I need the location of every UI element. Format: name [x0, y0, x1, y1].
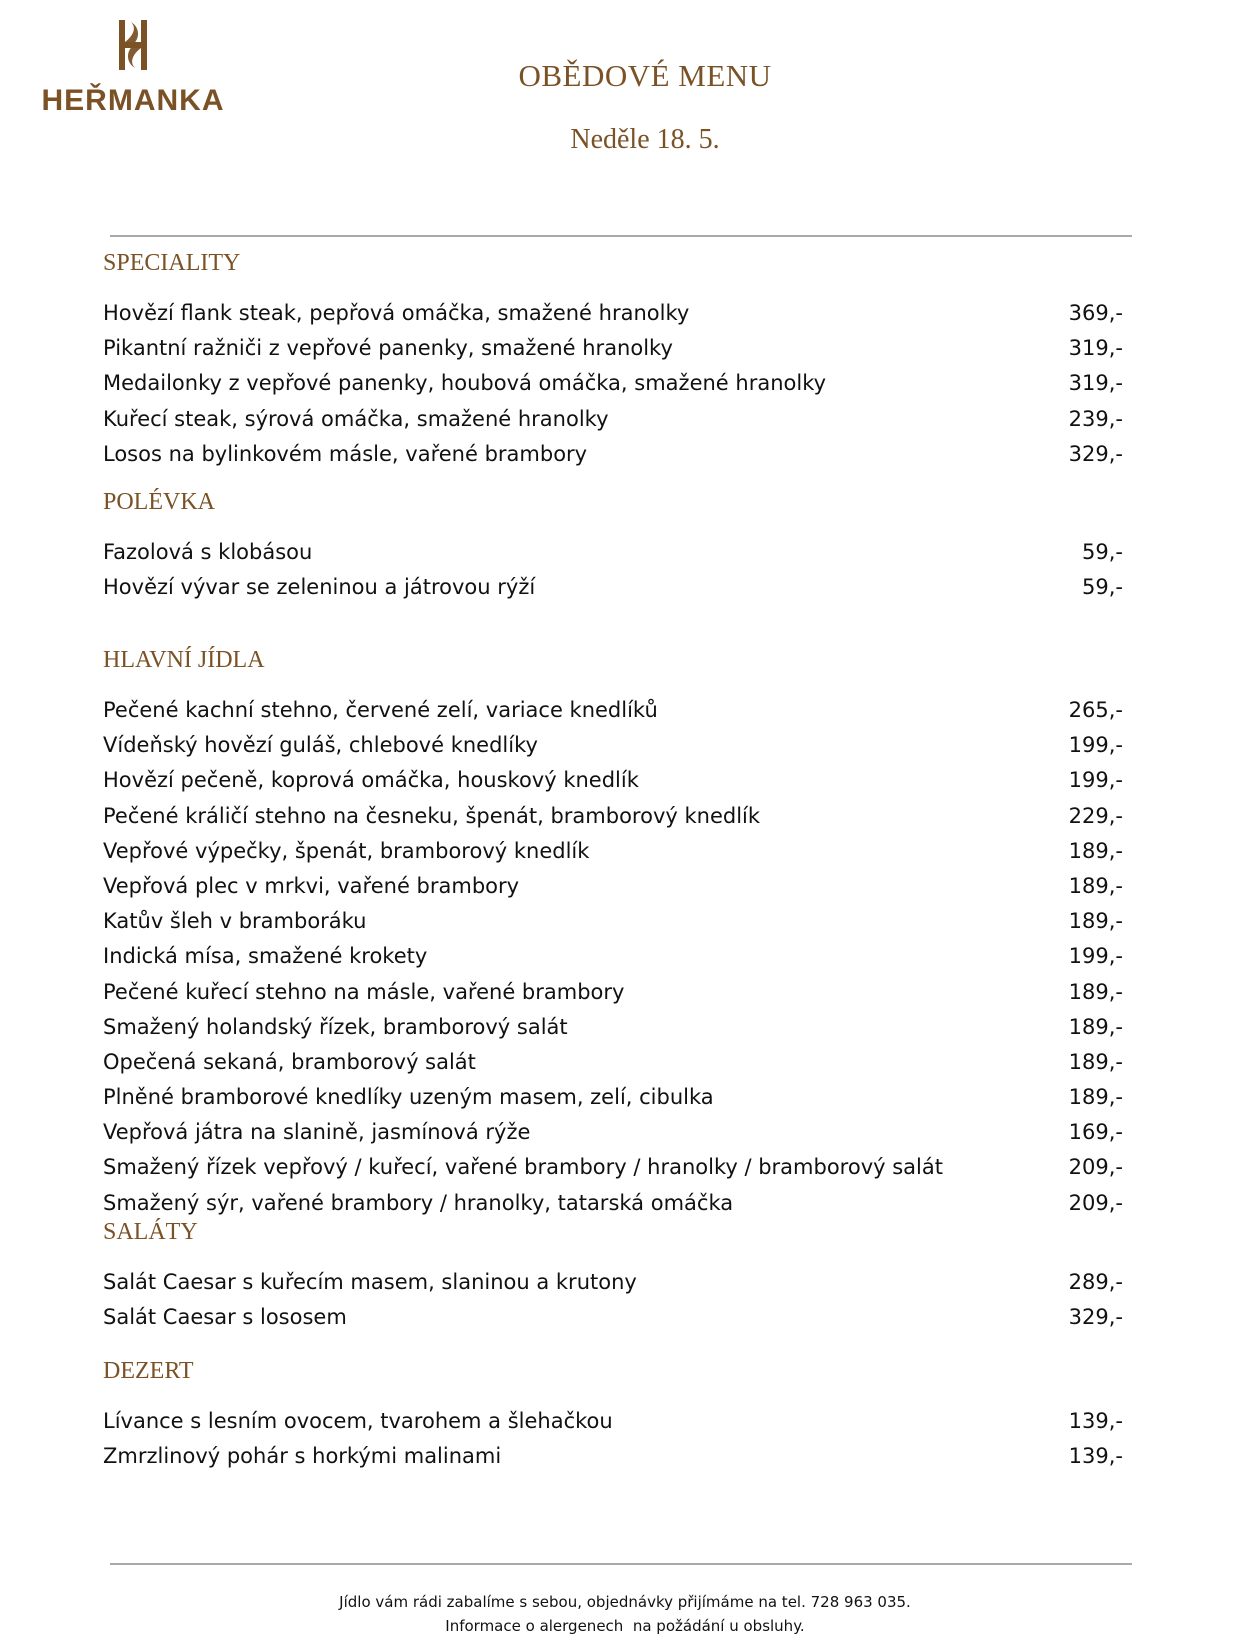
menu-item-name: Smažený holandský řízek, bramborový salát: [103, 1014, 568, 1039]
menu-item: [103, 570, 1123, 605]
menu-item: [103, 402, 1123, 437]
menu-item-name: Vepřová plec v mrkvi, vařené brambory: [103, 873, 520, 898]
menu-item: [103, 1300, 1123, 1335]
menu-item: [103, 834, 1123, 869]
menu-item-price: 169,-: [1068, 1120, 1123, 1145]
menu-item-price: 189,-: [1068, 1014, 1123, 1039]
menu-item-name: Vepřová játra na slanině, jasmínová rýže: [103, 1120, 531, 1145]
menu-item: [103, 1404, 1123, 1439]
menu-item-price: 209,-: [1068, 1155, 1123, 1180]
section-title: DEZERT: [103, 1358, 194, 1384]
menu-item-name: Smažený sýr, vařené brambory / hranolky, tatarská omáčka: [103, 1190, 734, 1215]
section-dezert: [103, 1356, 1123, 1474]
menu-item-name: Salát Caesar s kuřecím masem, slaninou a krutony: [103, 1270, 637, 1294]
menu-item: [103, 1045, 1123, 1080]
top-divider: [110, 235, 1132, 237]
menu-item-name: Vídeňský hovězí guláš, chlebové knedlíky: [103, 733, 538, 758]
section-title: POLÉVKA: [103, 489, 215, 515]
brand-name: HEŘMANKA: [41, 84, 225, 117]
menu-item-price: 239,-: [1068, 406, 1123, 431]
menu-item: [103, 904, 1123, 939]
menu-date: Neděle 18. 5.: [570, 124, 720, 155]
menu-item-price: 189,-: [1068, 838, 1123, 863]
menu-item: [103, 366, 1123, 401]
footer-line-takeaway: Jídlo vám rádi zabalíme s sebou, objednávky přijímáme na tel. 728 963 035.: [339, 1593, 911, 1611]
menu-item-name: Zmrzlinový pohár s horkými malinami: [103, 1444, 502, 1469]
menu-item-name: Salát Caesar s lososem: [103, 1305, 347, 1330]
menu-item-price: 139,-: [1068, 1444, 1123, 1469]
menu-item-price: 189,-: [1068, 909, 1123, 934]
menu-item: [103, 535, 1123, 570]
bottom-divider: [110, 1563, 1132, 1565]
menu-item: [103, 693, 1123, 728]
section-title: SPECIALITY: [103, 250, 241, 276]
menu-item-name: Hovězí flank steak, pepřová omáčka, smažené hranolky: [103, 301, 690, 325]
menu-item-name: Vepřové výpečky, špenát, bramborový knedlík: [103, 838, 590, 863]
menu-title: OBĚDOVÉ MENU: [518, 58, 772, 93]
menu-item-name: Losos na bylinkovém másle, vařené brambory: [103, 441, 588, 466]
menu-item-name: Medailonky z vepřové panenky, houbová omáčka, smažené hranolky: [103, 371, 827, 396]
section-salaty: [103, 1217, 1123, 1335]
menu-item: [103, 1150, 1123, 1185]
menu-item-price: 189,-: [1068, 1049, 1123, 1074]
menu-item-price: 189,-: [1068, 1085, 1123, 1110]
menu-item-name: Lívance s lesním ovocem, tvarohem a šlehačkou: [103, 1409, 613, 1433]
menu-item-name: Fazolová s klobásou: [103, 540, 313, 564]
menu-item-name: Pikantní ražniči z vepřové panenky, smažené hranolky: [103, 336, 673, 361]
menu-item-price: 59,-: [1082, 575, 1123, 600]
menu-item: [103, 437, 1123, 472]
menu-item-price: 139,-: [1068, 1409, 1123, 1433]
menu-item: [103, 1115, 1123, 1150]
menu-item-name: Indická mísa, smažené krokety: [103, 944, 428, 969]
menu-item: [103, 869, 1123, 904]
menu-item: [103, 799, 1123, 834]
menu-item: [103, 331, 1123, 366]
menu-item-price: 265,-: [1068, 698, 1123, 722]
menu-item-price: 319,-: [1068, 371, 1123, 396]
menu-item-price: 199,-: [1068, 733, 1123, 758]
menu-item-name: Pečené kachní stehno, červené zelí, variace knedlíků: [103, 698, 658, 722]
menu-item-name: Opečená sekaná, bramborový salát: [103, 1049, 476, 1074]
menu-item: [103, 1265, 1123, 1300]
menu-item-price: 59,-: [1082, 540, 1123, 564]
menu-item: [103, 1439, 1123, 1474]
menu-item: [103, 939, 1123, 974]
menu-item-price: 289,-: [1068, 1270, 1123, 1294]
menu-item: [103, 1186, 1123, 1221]
menu-item-name: Pečené králičí stehno na česneku, špenát, bramborový knedlík: [103, 803, 761, 828]
section-polevka: [103, 487, 1123, 605]
menu-item-name: Hovězí vývar se zeleninou a játrovou rýží: [103, 575, 536, 600]
menu-item-price: 199,-: [1068, 944, 1123, 969]
menu-item-price: 189,-: [1068, 873, 1123, 898]
menu-item-name: Smažený řízek vepřový / kuřecí, vařené brambory / hranolky / bramborový salát: [103, 1155, 943, 1180]
section-speciality: [103, 248, 1123, 472]
menu-item: [103, 1010, 1123, 1045]
footer-note: [0, 1590, 1250, 1638]
menu-item-price: 329,-: [1068, 441, 1123, 466]
menu-item-price: 209,-: [1068, 1190, 1123, 1215]
menu-item-price: 199,-: [1068, 768, 1123, 793]
menu-item: [103, 296, 1123, 331]
menu-item-price: 229,-: [1068, 803, 1123, 828]
menu-item: [103, 728, 1123, 763]
menu-item: [103, 1080, 1123, 1115]
menu-item-price: 369,-: [1068, 301, 1123, 325]
menu-item-name: Katův šleh v bramboráku: [103, 909, 367, 934]
menu-item-name: Kuřecí steak, sýrová omáčka, smažené hranolky: [103, 406, 609, 431]
footer-line-allergens: Informace o alergenech na požádání u obsluhy.: [445, 1617, 805, 1635]
menu-item-price: 329,-: [1068, 1305, 1123, 1330]
menu-item-name: Hovězí pečeně, koprová omáčka, houskový knedlík: [103, 768, 639, 793]
section-title: SALÁTY: [103, 1219, 198, 1245]
section-title: HLAVNÍ JÍDLA: [103, 647, 265, 673]
menu-item: [103, 975, 1123, 1010]
menu-item-price: 189,-: [1068, 979, 1123, 1004]
section-hlavni-jidla: [103, 645, 1123, 1221]
menu-item-price: 319,-: [1068, 336, 1123, 361]
menu-item-name: Pečené kuřecí stehno na másle, vařené brambory: [103, 979, 625, 1004]
menu-item-name: Plněné bramborové knedlíky uzeným masem, zelí, cibulka: [103, 1085, 714, 1110]
menu-item: [103, 763, 1123, 798]
